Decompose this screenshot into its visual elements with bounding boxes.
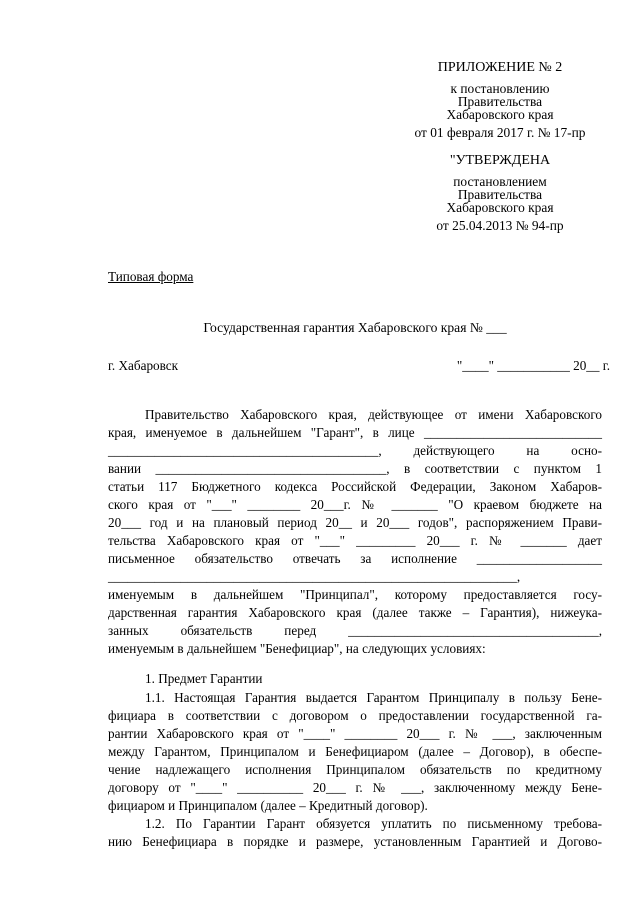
approved-line: Хабаровского края (446, 200, 554, 215)
section-line: фициара в соответствии с договором о предоставлении государственной га- (108, 708, 602, 723)
document-title: Государственная гарантия Хабаровского края № ___ (203, 320, 507, 335)
section-line: нию Бенефициара в порядке и размере, установленным Гарантией и Догово- (108, 834, 602, 849)
approved-line: постановлением (453, 174, 547, 189)
body-line: 20___ год и на плановый период 20__ и 20___ годов", распоряжением Прави- (108, 515, 602, 530)
body-line: Правительство Хабаровского края, действующее от имени Хабаровского (145, 407, 602, 422)
body-line: именуемым в дальнейшем "Принципал", которому предоставляется госу- (108, 587, 602, 602)
section-heading: 1. Предмет Гарантии (145, 671, 263, 686)
appendix-title: ПРИЛОЖЕНИЕ № 2 (437, 60, 563, 75)
body-line: статьи 117 Бюджетного кодекса Российской Федерации, Законом Хабаров- (108, 479, 602, 494)
body-line: письменное обязательство отвечать за исполнение ___________________ (108, 551, 602, 566)
section-line: договору от "____" __________ 20___ г. № ___, заключенному между Бене- (108, 780, 602, 795)
approved-line: Правительства (457, 187, 543, 202)
section-line: между Гарантом, Принципалом и Бенефициаром (далее – Договор), в обеспе- (108, 744, 602, 759)
document-date: "____" ___________ 20__ г. (456, 358, 610, 373)
body-line: ______________________________________________________________, (108, 569, 521, 584)
body-line: края, именуемое в дальнейшем "Гарант", в лице ___________________________ (108, 425, 602, 440)
form-type-label: Типовая форма (108, 269, 194, 284)
body-line: вании ___________________________________, в соответствии с пунктом 1 (108, 461, 602, 476)
appendix-date: от 01 февраля 2017 г. № 17-пр (414, 125, 586, 140)
city: г. Хабаровск (108, 358, 179, 373)
appendix-line: Правительства (457, 94, 543, 109)
body-line: занных обязательств перед ______________________________________, (108, 623, 602, 638)
body-line: _________________________________________, действующего на осно- (108, 443, 602, 458)
appendix-line: Хабаровского края (446, 107, 554, 122)
body-line: именуемым в дальнейшем "Бенефициар", на следующих условиях: (108, 641, 486, 656)
body-line: дарственная гарантия Хабаровского края (далее также – Гарантия), нижеука- (108, 605, 602, 620)
section-line: рантии Хабаровского края от "____" ________ 20___ г. № ___, заключенным (108, 726, 602, 741)
approved-title: "УТВЕРЖДЕНА (449, 153, 551, 168)
body-line: ского края от "___" ________ 20___г. № _______ "О краевом бюджете на (108, 497, 602, 512)
section-line: чение надлежащего исполнения Принципалом обязательств по кредитному (108, 762, 602, 777)
section-line: 1.2. По Гарантии Гарант обязуется уплатить по письменному требова- (145, 816, 602, 831)
section-line: фициаром и Принципалом (далее – Кредитный договор). (108, 798, 428, 813)
body-line: тельства Хабаровского края от "___" _________ 20___ г. № _______ дает (108, 533, 602, 548)
section-line: 1.1. Настоящая Гарантия выдается Гарантом Принципалу в пользу Бене- (145, 690, 602, 705)
approved-date: от 25.04.2013 № 94-пр (436, 218, 564, 233)
appendix-line: к постановлению (450, 81, 550, 96)
